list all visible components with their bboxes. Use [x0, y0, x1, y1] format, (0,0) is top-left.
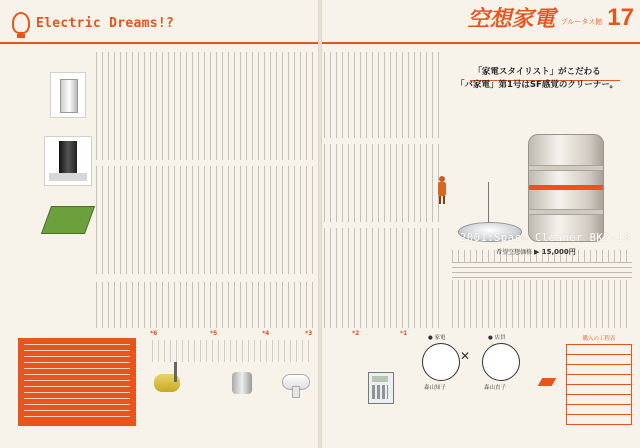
footnote-number: *1 [400, 330, 408, 337]
right-article-text [324, 52, 444, 328]
photo-vacuum-cleaner [150, 362, 184, 398]
left-page [0, 0, 318, 448]
right-page-header [468, 6, 634, 30]
astronaut-figure [437, 176, 447, 204]
product-price [496, 247, 576, 257]
person-left-name: 森山知子 [424, 385, 447, 391]
left-page-header [12, 12, 174, 34]
cross-mark: ✕ [460, 349, 471, 363]
price-label: 希望空想価格 [496, 249, 533, 256]
header-rule [0, 42, 318, 44]
photo-tower-unit [50, 72, 86, 118]
footnote-number: *4 [262, 330, 270, 337]
product-notes-text [152, 340, 312, 362]
header-rule [322, 42, 640, 44]
series-subtitle: プルータス館 [560, 18, 603, 26]
antenna [488, 182, 489, 224]
left-article-text-bottom [96, 282, 314, 328]
photo-calculator [368, 372, 394, 404]
person-right-role: ● 店員 [488, 335, 506, 341]
cleaner-band [529, 165, 603, 171]
section-title: Electric Dreams!? [36, 15, 175, 31]
footnote-number: *3 [305, 330, 313, 337]
headline-line-1: 「家電スタイリスト」がこだわる [473, 67, 601, 77]
footnote-number: *6 [150, 330, 158, 337]
table-title: 購入の工程表 [582, 336, 616, 342]
light-bulb-icon [12, 12, 30, 34]
space-cleaner-illustration [528, 134, 604, 242]
product-description [452, 262, 632, 280]
process-table [566, 334, 632, 425]
photo-grass-board [42, 198, 92, 238]
footnote-number: *5 [210, 330, 218, 337]
portrait-left [422, 343, 460, 381]
person-left-role: ● 家電 [428, 335, 446, 341]
info-box-text [24, 344, 130, 420]
person-right-name: 森山直子 [484, 385, 507, 391]
footnote-number: *2 [352, 330, 360, 337]
series-logo: 空想家電 [467, 6, 556, 32]
portrait-right [482, 343, 520, 381]
headline-line-2: 「バ家電」第1号はSF感覚のクリーナー。 [455, 80, 618, 90]
left-article-text-top [96, 52, 314, 274]
cleaner-band [529, 209, 603, 215]
feature-headline [452, 66, 622, 92]
photo-pot [228, 364, 258, 398]
product-name: 2001:Space Cleaner BKD-18 [460, 232, 631, 244]
page-number: 17 [607, 4, 634, 31]
photo-black-monolith [44, 136, 92, 186]
photo-hair-dryer [280, 372, 314, 398]
price-value: ▶ 15,000円 [533, 248, 576, 256]
orange-info-box [18, 338, 136, 426]
cleaner-orange-stripe [529, 185, 603, 190]
